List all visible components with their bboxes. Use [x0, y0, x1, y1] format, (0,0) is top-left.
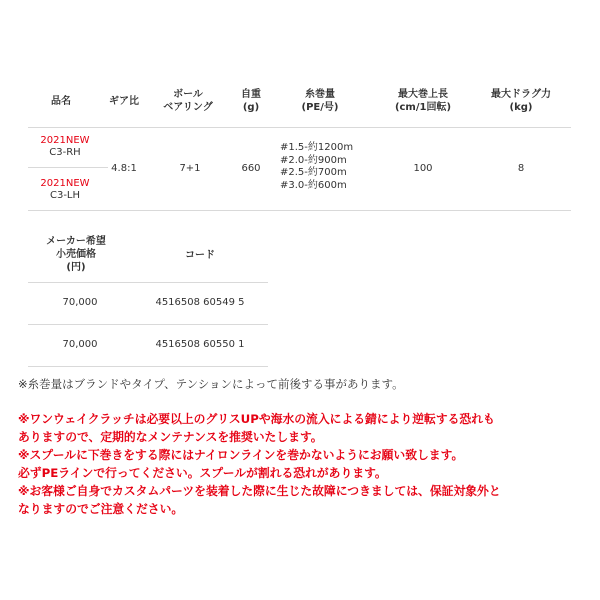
warning-line-2: ありますので、定期的なメンテナンスを推奨いたします。: [18, 430, 323, 444]
header-price-line2: 小売価格: [56, 249, 96, 260]
warning-line-4: 必ずPEラインで行ってください。スプールが割れる恐れがあります。: [18, 466, 387, 480]
header-retrieve-line2: (cm/1回転): [394, 102, 452, 113]
spec-header-rule: [28, 127, 571, 128]
header-retrieve: [378, 88, 468, 114]
line-capacity-2: #2.0-約900m: [280, 154, 347, 166]
price-header-rule: [28, 282, 268, 283]
header-weight: [226, 88, 276, 114]
header-drag-line1: 最大ドラグ力: [491, 89, 551, 100]
model-divider: [28, 167, 108, 168]
line-capacity-list: [280, 142, 362, 192]
retrieve-value: 100: [413, 163, 433, 174]
model-lh: [30, 178, 100, 202]
header-price: [36, 235, 116, 274]
price-row-1-code: 4516508 60549 5: [155, 297, 245, 308]
header-gear-ratio: ギア比: [109, 96, 139, 107]
line-capacity-3: #2.5-約700m: [280, 167, 347, 178]
model-rh-code: C3-RH: [49, 147, 81, 158]
model-lh-code: C3-LH: [49, 190, 81, 201]
price-row-2-price: 70,000: [62, 339, 98, 350]
header-bearing: [155, 88, 221, 114]
header-retrieve-line1: 最大巻上長: [398, 89, 448, 100]
drag-value: 8: [517, 163, 525, 174]
weight-value: 660: [241, 163, 261, 174]
header-price-line3: (円): [66, 262, 86, 273]
header-line-line2: (PE/号): [301, 102, 339, 113]
header-name: 品名: [51, 96, 71, 107]
header-bearing-line2: ベアリング: [163, 102, 213, 113]
line-capacity-note: ※糸巻量はブランドやタイプ、テンションによって前後する事があります。: [18, 377, 404, 391]
header-line-line1: 糸巻量: [305, 89, 335, 100]
price-row-2-code: 4516508 60550 1: [155, 339, 245, 350]
price-row-1-price: 70,000: [62, 297, 98, 308]
bearing-value: 7+1: [179, 163, 201, 174]
warning-line-6: なりますのでご注意ください。: [18, 502, 184, 516]
line-capacity-4: #3.0-約600m: [280, 179, 347, 191]
header-weight-line1: 自重: [241, 89, 261, 100]
header-code: コード: [185, 250, 215, 261]
warning-line-1: ※ワンウェイクラッチは必要以上のグリスUPや海水の流入による錆により逆転する恐れも: [18, 412, 495, 426]
warning-line-3: ※スプールに下巻きをする際にはナイロンラインを巻かないようにお願い致します。: [18, 448, 464, 462]
model-rh: [30, 135, 100, 159]
header-price-line1: メーカー希望: [46, 236, 106, 247]
price-bottom-rule: [28, 366, 268, 367]
header-bearing-line1: ボール: [173, 89, 203, 100]
model-lh-year: 2021NEW: [40, 178, 90, 189]
model-rh-year: 2021NEW: [40, 135, 90, 146]
price-row-divider: [28, 324, 268, 325]
warning-line-5: ※お客様ご自身でカスタムパーツを装着した際に生じた故障につきましては、保証対象外と: [18, 484, 501, 498]
line-capacity-1: #1.5-約1200m: [280, 142, 354, 153]
header-drag: [476, 88, 566, 114]
header-weight-line2: (g): [242, 102, 260, 113]
gear-ratio-value: 4.8:1: [111, 163, 137, 174]
spec-bottom-rule: [28, 210, 571, 211]
header-line-capacity: [285, 88, 355, 114]
header-drag-line2: (kg): [509, 102, 533, 113]
